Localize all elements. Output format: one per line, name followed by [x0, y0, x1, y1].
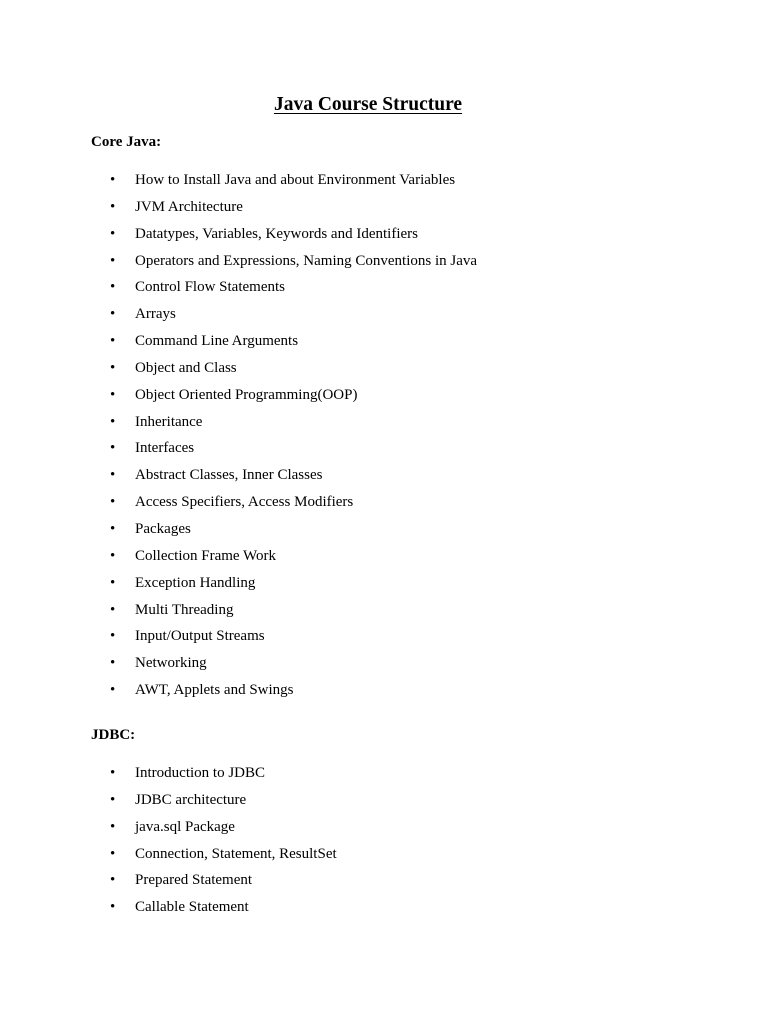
list-item-text: JDBC architecture: [135, 791, 247, 808]
list-item-text: Callable Statement: [135, 899, 249, 916]
list-item: [0, 843, 700, 870]
list-item: [0, 384, 700, 411]
list-item-text: Multi Threading: [135, 601, 234, 618]
list-item: [0, 789, 700, 816]
list-item: [0, 169, 700, 196]
bullet-icon: •: [110, 628, 116, 645]
list-item: [0, 599, 700, 626]
list-item-text: Control Flow Statements: [135, 279, 285, 296]
list-item: [0, 330, 700, 357]
list-item-text: AWT, Applets and Swings: [135, 682, 294, 699]
list-item-text: Connection, Statement, ResultSet: [135, 845, 337, 862]
list-item-text: Abstract Classes, Inner Classes: [135, 467, 323, 484]
list-item: [0, 896, 700, 923]
list-item: [0, 816, 700, 843]
bullet-icon: •: [110, 520, 116, 537]
list-item: [0, 869, 700, 896]
section-heading-jdbc: JDBC:: [91, 727, 136, 743]
list-item-text: Introduction to JDBC: [135, 765, 265, 781]
list-item: [0, 464, 700, 491]
jdbc-topic-list: [0, 762, 700, 923]
bullet-icon: •: [110, 279, 116, 296]
list-item: [0, 196, 700, 223]
list-item: [0, 357, 700, 384]
list-item-text: Object and Class: [135, 359, 237, 376]
list-item-text: How to Install Java and about Environment Variables: [135, 172, 456, 188]
list-item: [0, 411, 700, 438]
bullet-icon: •: [110, 225, 116, 242]
bullet-icon: •: [110, 818, 116, 835]
list-item: [0, 762, 700, 789]
list-item-text: Input/Output Streams: [135, 628, 265, 645]
list-item-text: Packages: [135, 520, 191, 537]
list-item-text: Object Oriented Programming(OOP): [135, 386, 358, 403]
bullet-icon: •: [110, 333, 116, 350]
list-item-text: Access Specifiers, Access Modifiers: [135, 494, 354, 511]
bullet-icon: •: [110, 252, 116, 269]
list-item-text: Networking: [135, 655, 207, 672]
bullet-icon: •: [110, 359, 116, 376]
list-item: [0, 625, 700, 652]
bullet-icon: •: [110, 386, 116, 403]
bullet-icon: •: [110, 655, 116, 672]
list-item: [0, 223, 700, 250]
bullet-icon: •: [110, 682, 116, 699]
bullet-icon: •: [110, 467, 116, 484]
bullet-icon: •: [110, 765, 116, 781]
core-java-topic-list: [0, 169, 700, 706]
list-item: [0, 303, 700, 330]
list-item-text: java.sql Package: [135, 818, 235, 835]
bullet-icon: •: [110, 440, 116, 457]
list-item-text: Datatypes, Variables, Keywords and Identifiers: [135, 225, 418, 242]
list-item: [0, 572, 700, 599]
bullet-icon: •: [110, 494, 116, 511]
bullet-icon: •: [110, 413, 116, 430]
list-item: [0, 545, 700, 572]
list-item-text: JVM Architecture: [135, 198, 243, 215]
list-item-text: Collection Frame Work: [135, 547, 276, 564]
bullet-icon: •: [110, 198, 116, 215]
bullet-icon: •: [110, 574, 116, 591]
list-item-text: Prepared Statement: [135, 872, 253, 889]
bullet-icon: •: [110, 547, 116, 564]
bullet-icon: •: [110, 845, 116, 862]
list-item-text: Exception Handling: [135, 574, 256, 591]
document-title: Java Course Structure: [273, 94, 463, 115]
list-item: [0, 276, 700, 303]
bullet-icon: •: [110, 306, 116, 323]
bullet-icon: •: [110, 872, 116, 889]
list-item: [0, 491, 700, 518]
list-item-text: Interfaces: [135, 440, 195, 457]
list-item-text: Arrays: [135, 306, 176, 323]
bullet-icon: •: [110, 791, 116, 808]
bullet-icon: •: [110, 172, 116, 188]
list-item: [0, 518, 700, 545]
list-item: [0, 250, 700, 277]
bullet-icon: •: [110, 601, 116, 618]
list-item: [0, 437, 700, 464]
section-heading-core-java: Core Java:: [91, 134, 162, 150]
list-item-text: Command Line Arguments: [135, 333, 299, 350]
list-item: [0, 679, 700, 706]
bullet-icon: •: [110, 899, 116, 916]
list-item: [0, 652, 700, 679]
list-item-text: Operators and Expressions, Naming Conventions in Java: [135, 252, 478, 269]
list-item-text: Inheritance: [135, 413, 203, 430]
